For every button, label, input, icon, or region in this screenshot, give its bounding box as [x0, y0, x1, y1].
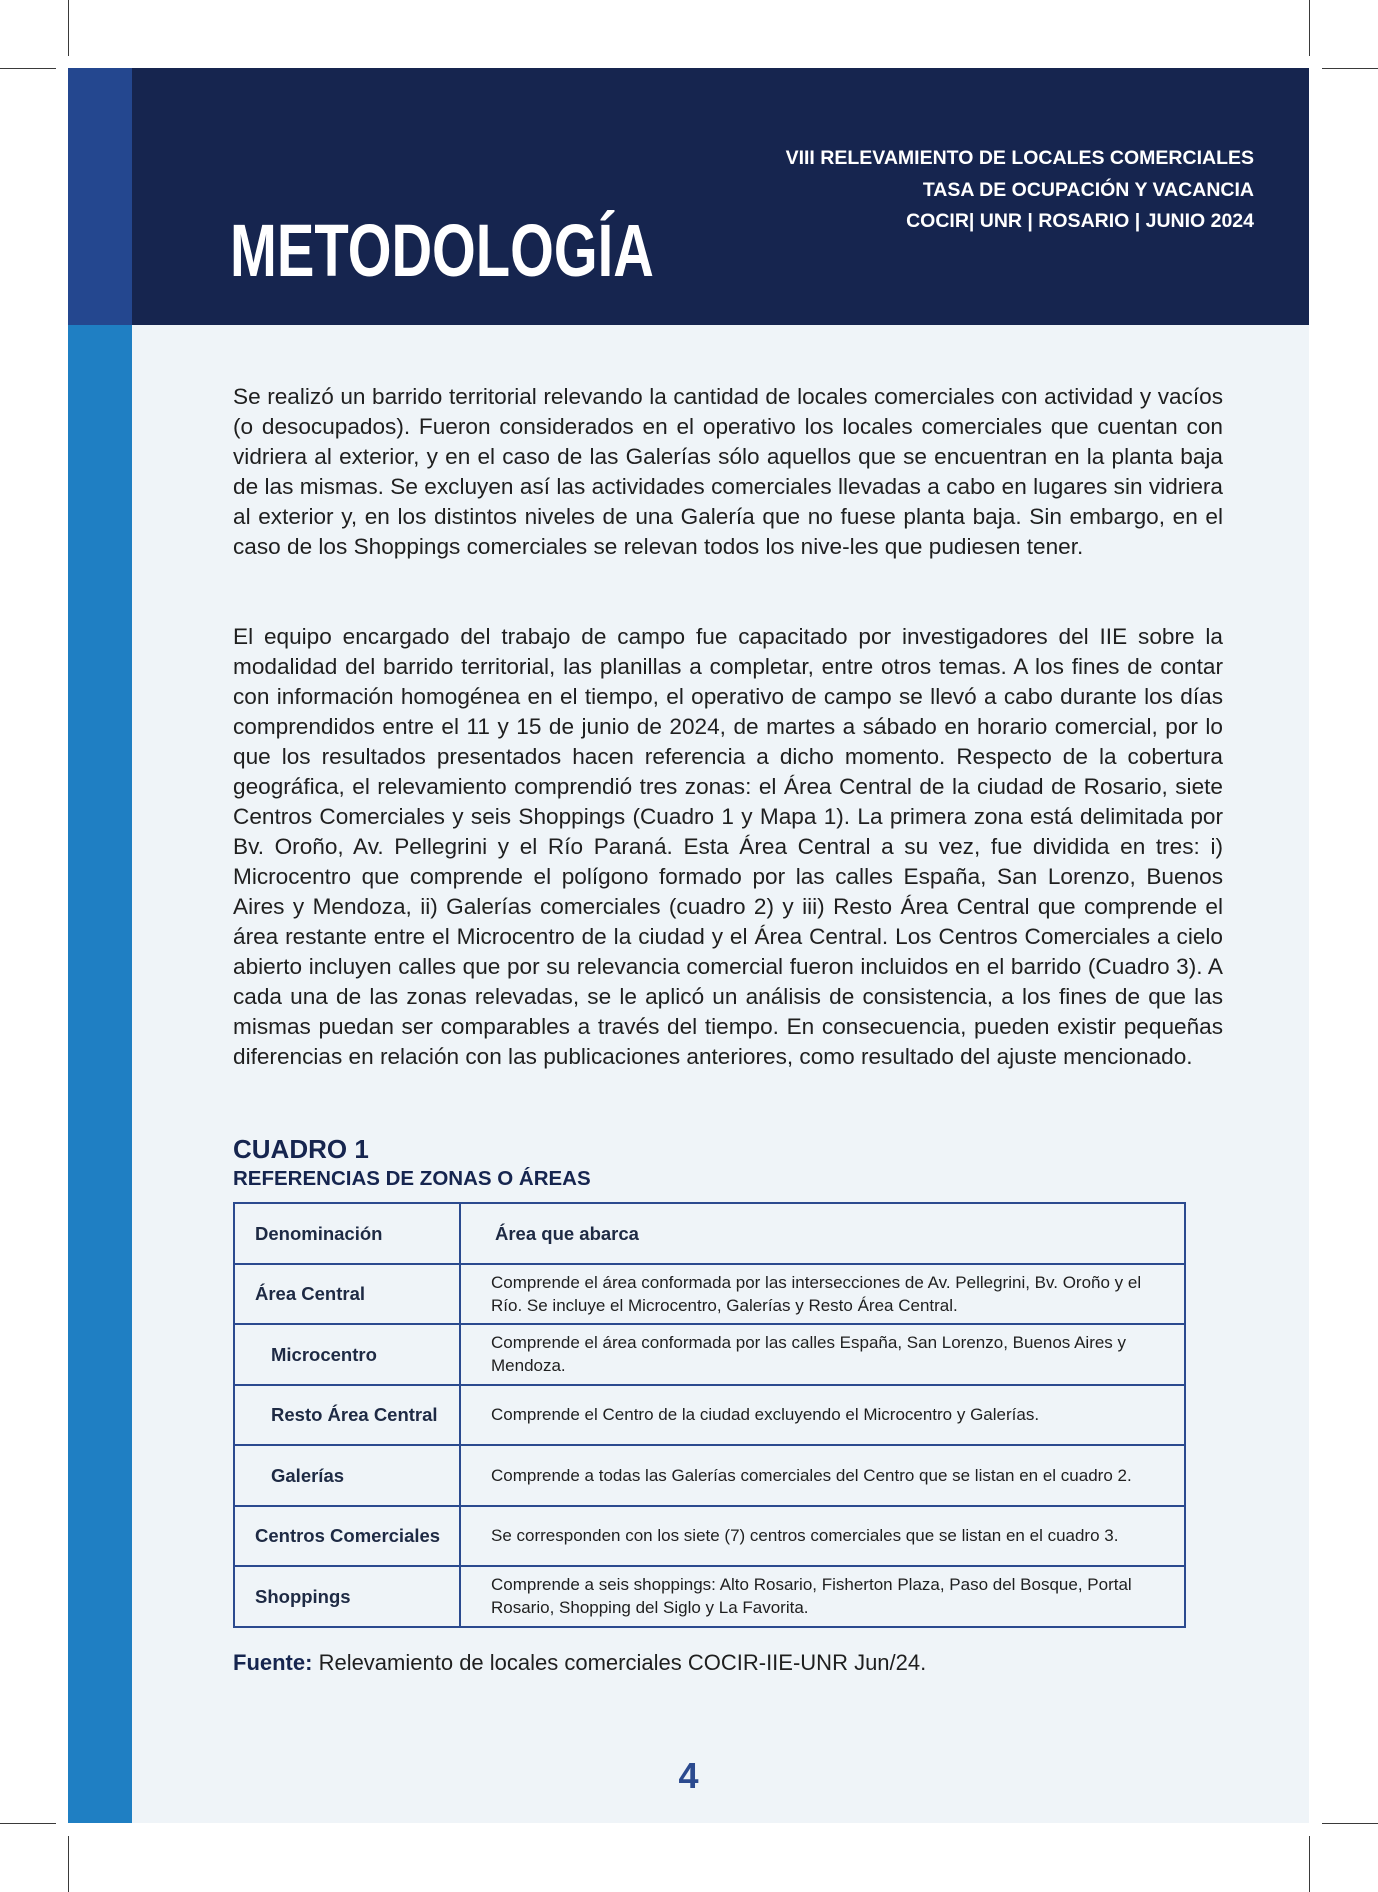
report-header-lines	[786, 143, 1254, 238]
table-header-row	[234, 1203, 1185, 1264]
table-row	[234, 1264, 1185, 1325]
crop-mark	[1309, 0, 1310, 56]
table-row	[234, 1566, 1185, 1627]
column-header: Denominación	[234, 1203, 460, 1264]
crop-mark	[68, 1836, 69, 1892]
table-row	[234, 1506, 1185, 1567]
zone-name-cell: Centros Comerciales	[234, 1506, 460, 1567]
table-row	[234, 1324, 1185, 1385]
body-paragraph: El equipo encargado del trabajo de campo fue capacitado por investigadores del IIE sobre la modalidad del barrido territorial, las planillas a completar, entre otros temas. A los fines de contar con información homogénea en el tiempo, el operativo de campo se llevó a cabo durante los días comprendidos entre el 11 y 15 de junio de 2024, de martes a sábado en horario comercial, por lo que los resultados presentados hacen referencia a dicho momento. Respecto de la cobertura geográfica, el relevamiento comprendió tres zonas: el Área Central de la ciudad de Rosario, siete Centros Comerciales y seis Shoppings (Cuadro 1 y Mapa 1). La primera zona está delimitada por Bv. Oroño, Av. Pellegrini y el Río Paraná. Esta Área Central a su vez, fue dividida en tres: i) Microcentro que comprende el polígono formado por las calles España, San Lorenzo, Buenos Aires y Mendoza, ii) Galerías comerciales (cuadro 2) y iii) Resto Área Central que comprende el área restante entre el Microcentro de la ciudad y el Área Central. Los Centros Comerciales a cielo abierto incluyen calles que por su relevancia comercial fueron incluidos en el barrido (Cuadro 3). A cada una de las zonas relevadas, se le aplicó un análisis de consistencia, a los fines de que las mismas puedan ser comparables a través del tiempo. En consecuencia, pueden existir pequeñas diferencias en relación con las publicaciones anteriores, como resultado del ajuste mencionado.	[233, 624, 1223, 1069]
crop-mark	[1322, 1823, 1378, 1824]
table-subtitle: REFERENCIAS DE ZONAS O ÁREAS	[233, 1167, 591, 1190]
body-paragraph: Se realizó un barrido territorial relevando la cantidad de locales comerciales con actividad y vacíos (o desocupados). Fueron considerados en el operativo los locales comerciales que cuentan con vidriera al exterior, y en el caso de las Galerías sólo aquellos que se encuentran en la planta baja de las mismas. Se excluyen así las actividades comerciales llevadas a cabo en lugares sin vidriera al exterior y, en los distintos niveles de una Galería que no fuese planta baja. Sin embargo, en el caso de los Shoppings comerciales se relevan todos los nive-les que pudiesen tener.	[233, 384, 1223, 559]
zone-name-cell: Microcentro	[234, 1324, 460, 1385]
crop-mark	[1309, 1836, 1310, 1892]
column-header: Área que abarca	[460, 1203, 1185, 1264]
report-source-line: COCIR| UNR | ROSARIO | JUNIO 2024	[906, 210, 1254, 232]
crop-mark	[1322, 68, 1378, 69]
page-header	[68, 68, 1309, 325]
source-text: Relevamiento de locales comerciales COCIR-IIE-UNR Jun/24.	[312, 1650, 927, 1675]
source-label: Fuente:	[233, 1650, 313, 1675]
table-title: CUADRO 1	[233, 1134, 369, 1164]
document-page	[68, 68, 1309, 1823]
zone-name-cell: Resto Área Central	[234, 1385, 460, 1446]
zone-description-cell: Comprende el Centro de la ciudad excluyendo el Microcentro y Galerías.	[460, 1385, 1185, 1446]
accent-band-side	[68, 325, 132, 1823]
zone-description-cell: Comprende a seis shoppings: Alto Rosario, Fisherton Plaza, Paso del Bosque, Portal Rosario, Shopping del Siglo y La Favorita.	[460, 1566, 1185, 1627]
zone-name-cell: Shoppings	[234, 1566, 460, 1627]
page-number: 4	[678, 1755, 699, 1796]
crop-mark	[0, 68, 56, 69]
table-source-note	[233, 1648, 926, 1678]
zone-description-cell: Comprende el área conformada por las calles España, San Lorenzo, Buenos Aires y Mendoza.	[460, 1324, 1185, 1385]
report-subtitle-line: TASA DE OCUPACIÓN Y VACANCIA	[922, 178, 1254, 201]
page-title: METODOLOGÍA	[230, 209, 654, 292]
crop-mark	[0, 1823, 56, 1824]
zone-name-cell: Galerías	[234, 1445, 460, 1506]
zone-name-cell: Área Central	[234, 1264, 460, 1325]
zones-table	[233, 1202, 1186, 1628]
zone-description-cell: Comprende el área conformada por las intersecciones de Av. Pellegrini, Bv. Oroño y el Río. Se incluye el Microcentro, Galerías y Resto Área Central.	[460, 1264, 1185, 1325]
table-row	[234, 1385, 1185, 1446]
zone-description-cell: Se corresponden con los siete (7) centros comerciales que se listan en el cuadro 3.	[460, 1506, 1185, 1567]
table-row	[234, 1445, 1185, 1506]
crop-mark	[68, 0, 69, 56]
zone-description-cell: Comprende a todas las Galerías comerciales del Centro que se listan en el cuadro 2.	[460, 1445, 1185, 1506]
report-title-line: VIII RELEVAMIENTO DE LOCALES COMERCIALES	[785, 147, 1254, 169]
accent-band-top	[68, 68, 132, 325]
